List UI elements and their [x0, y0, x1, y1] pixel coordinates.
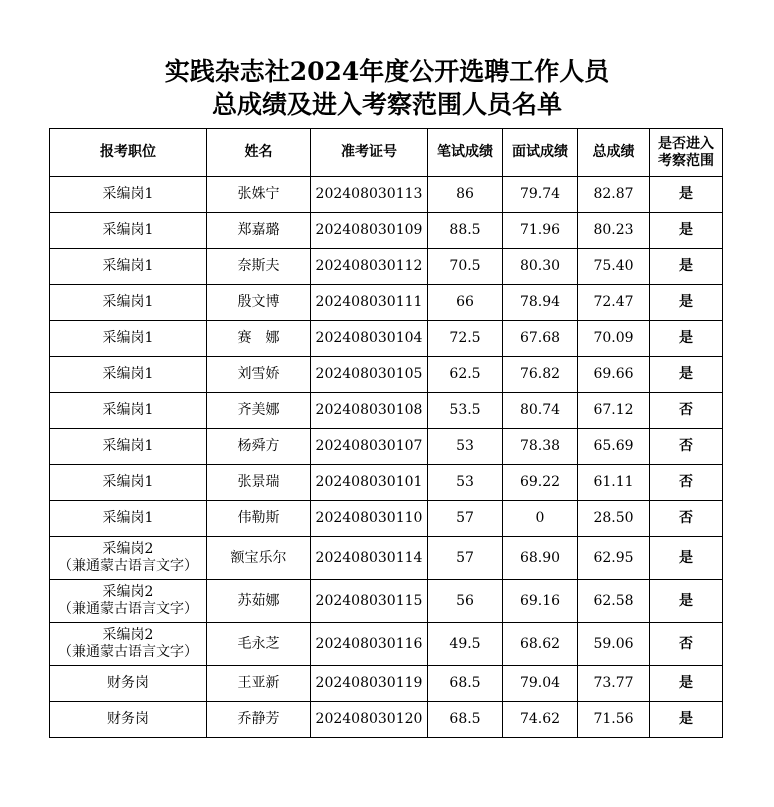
position-label: 采编岗2	[102, 584, 154, 600]
cell-inspection: 是	[650, 285, 723, 321]
cell-total-score: 67.12	[578, 393, 650, 429]
cell-interview-score: 76.82	[503, 357, 578, 393]
cell-exam-id: 202408030108	[311, 393, 428, 429]
cell-name: 苏茹娜	[207, 580, 311, 623]
cell-interview-score: 68.90	[503, 537, 578, 580]
cell-position	[50, 702, 207, 738]
table-row	[50, 249, 723, 285]
cell-exam-id: 202408030111	[311, 285, 428, 321]
cell-exam-id: 202408030112	[311, 249, 428, 285]
cell-inspection: 是	[650, 213, 723, 249]
cell-interview-score: 78.94	[503, 285, 578, 321]
cell-name: 张姝宁	[207, 177, 311, 213]
cell-name: 额宝乐尔	[207, 537, 311, 580]
header-row	[50, 129, 723, 177]
cell-exam-id: 202408030114	[311, 537, 428, 580]
position-label: 财务岗	[107, 711, 149, 727]
cell-total-score: 61.11	[578, 465, 650, 501]
cell-name: 伟勒斯	[207, 501, 311, 537]
cell-name: 王亚新	[207, 666, 311, 702]
table-row	[50, 321, 723, 357]
cell-exam-id: 202408030119	[311, 666, 428, 702]
cell-interview-score: 0	[503, 501, 578, 537]
cell-inspection: 是	[650, 321, 723, 357]
page-title: 实践杂志社2024年度公开选聘工作人员	[164, 57, 610, 86]
cell-interview-score: 80.74	[503, 393, 578, 429]
header-position: 报考职位	[50, 129, 207, 177]
results-table	[49, 128, 723, 738]
position-note: （兼通蒙古语言文字）	[58, 601, 198, 617]
cell-written-score: 72.5	[428, 321, 503, 357]
cell-total-score: 71.56	[578, 702, 650, 738]
position-label: 采编岗2	[102, 541, 154, 557]
cell-written-score: 57	[428, 537, 503, 580]
cell-inspection: 否	[650, 623, 723, 666]
table-row	[50, 666, 723, 702]
cell-total-score: 62.58	[578, 580, 650, 623]
cell-name: 郑嘉璐	[207, 213, 311, 249]
cell-name: 奈斯夫	[207, 249, 311, 285]
table-row	[50, 537, 723, 580]
position-label: 财务岗	[107, 675, 149, 691]
table-row	[50, 357, 723, 393]
position-label: 采编岗1	[102, 186, 154, 202]
cell-interview-score: 67.68	[503, 321, 578, 357]
cell-total-score: 69.66	[578, 357, 650, 393]
cell-written-score: 49.5	[428, 623, 503, 666]
cell-interview-score: 80.30	[503, 249, 578, 285]
cell-name: 赛 娜	[207, 321, 311, 357]
header-interview-score: 面试成绩	[503, 129, 578, 177]
cell-exam-id: 202408030120	[311, 702, 428, 738]
cell-total-score: 28.50	[578, 501, 650, 537]
table-row	[50, 429, 723, 465]
cell-position	[50, 285, 207, 321]
position-label: 采编岗1	[102, 330, 154, 346]
cell-position	[50, 465, 207, 501]
cell-inspection: 是	[650, 537, 723, 580]
table-row	[50, 213, 723, 249]
cell-position	[50, 393, 207, 429]
cell-interview-score: 68.62	[503, 623, 578, 666]
position-label: 采编岗1	[102, 222, 154, 238]
header-written-score: 笔试成绩	[428, 129, 503, 177]
page-subtitle: 总成绩及进入考察范围人员名单	[211, 90, 562, 119]
cell-position	[50, 501, 207, 537]
cell-written-score: 70.5	[428, 249, 503, 285]
cell-inspection: 否	[650, 501, 723, 537]
cell-position	[50, 321, 207, 357]
cell-exam-id: 202408030115	[311, 580, 428, 623]
cell-total-score: 59.06	[578, 623, 650, 666]
cell-written-score: 62.5	[428, 357, 503, 393]
cell-inspection: 是	[650, 580, 723, 623]
position-label: 采编岗2	[102, 627, 154, 643]
cell-inspection: 是	[650, 357, 723, 393]
cell-exam-id: 202408030110	[311, 501, 428, 537]
header-inspection-line2: 考察范围	[658, 152, 714, 169]
cell-exam-id: 202408030105	[311, 357, 428, 393]
header-total-score: 总成绩	[578, 129, 650, 177]
cell-interview-score: 69.22	[503, 465, 578, 501]
cell-name: 刘雪娇	[207, 357, 311, 393]
header-inspection	[650, 129, 723, 177]
header-inspection-line1: 是否进入	[658, 135, 714, 152]
position-label: 采编岗1	[102, 402, 154, 418]
cell-position	[50, 249, 207, 285]
table-row	[50, 285, 723, 321]
cell-interview-score: 69.16	[503, 580, 578, 623]
cell-total-score: 72.47	[578, 285, 650, 321]
position-label: 采编岗1	[102, 438, 154, 454]
cell-interview-score: 74.62	[503, 702, 578, 738]
cell-name: 毛永芝	[207, 623, 311, 666]
cell-written-score: 88.5	[428, 213, 503, 249]
cell-position	[50, 623, 207, 666]
cell-position	[50, 537, 207, 580]
cell-name: 乔静芳	[207, 702, 311, 738]
cell-name: 杨舜方	[207, 429, 311, 465]
table-row	[50, 177, 723, 213]
cell-inspection: 是	[650, 702, 723, 738]
cell-inspection: 否	[650, 429, 723, 465]
cell-position	[50, 357, 207, 393]
position-label: 采编岗1	[102, 258, 154, 274]
position-label: 采编岗1	[102, 474, 154, 490]
cell-written-score: 56	[428, 580, 503, 623]
cell-exam-id: 202408030101	[311, 465, 428, 501]
cell-exam-id: 202408030116	[311, 623, 428, 666]
cell-total-score: 65.69	[578, 429, 650, 465]
cell-inspection: 否	[650, 465, 723, 501]
cell-inspection: 是	[650, 177, 723, 213]
cell-interview-score: 79.04	[503, 666, 578, 702]
table-row	[50, 702, 723, 738]
cell-written-score: 53	[428, 465, 503, 501]
cell-total-score: 75.40	[578, 249, 650, 285]
cell-total-score: 82.87	[578, 177, 650, 213]
position-note: （兼通蒙古语言文字）	[58, 558, 198, 574]
cell-inspection: 是	[650, 666, 723, 702]
cell-exam-id: 202408030109	[311, 213, 428, 249]
cell-position	[50, 429, 207, 465]
cell-interview-score: 71.96	[503, 213, 578, 249]
cell-inspection: 否	[650, 393, 723, 429]
table-row	[50, 501, 723, 537]
cell-position	[50, 177, 207, 213]
cell-position	[50, 580, 207, 623]
cell-written-score: 53	[428, 429, 503, 465]
header-name: 姓名	[207, 129, 311, 177]
cell-interview-score: 78.38	[503, 429, 578, 465]
cell-total-score: 62.95	[578, 537, 650, 580]
cell-name: 张景瑞	[207, 465, 311, 501]
cell-exam-id: 202408030107	[311, 429, 428, 465]
cell-interview-score: 79.74	[503, 177, 578, 213]
position-label: 采编岗1	[102, 366, 154, 382]
cell-written-score: 66	[428, 285, 503, 321]
position-label: 采编岗1	[102, 510, 154, 526]
cell-name: 殷文博	[207, 285, 311, 321]
cell-written-score: 68.5	[428, 702, 503, 738]
cell-written-score: 57	[428, 501, 503, 537]
header-exam-id: 准考证号	[311, 129, 428, 177]
cell-written-score: 53.5	[428, 393, 503, 429]
table-row	[50, 580, 723, 623]
cell-name: 齐美娜	[207, 393, 311, 429]
cell-position	[50, 213, 207, 249]
cell-total-score: 80.23	[578, 213, 650, 249]
cell-exam-id: 202408030113	[311, 177, 428, 213]
position-note: （兼通蒙古语言文字）	[58, 644, 198, 660]
cell-written-score: 86	[428, 177, 503, 213]
cell-position	[50, 666, 207, 702]
cell-written-score: 68.5	[428, 666, 503, 702]
table-body	[50, 177, 723, 738]
cell-total-score: 70.09	[578, 321, 650, 357]
cell-inspection: 是	[650, 249, 723, 285]
cell-total-score: 73.77	[578, 666, 650, 702]
cell-exam-id: 202408030104	[311, 321, 428, 357]
table-row	[50, 393, 723, 429]
table-row	[50, 623, 723, 666]
position-label: 采编岗1	[102, 294, 154, 310]
table-row	[50, 465, 723, 501]
